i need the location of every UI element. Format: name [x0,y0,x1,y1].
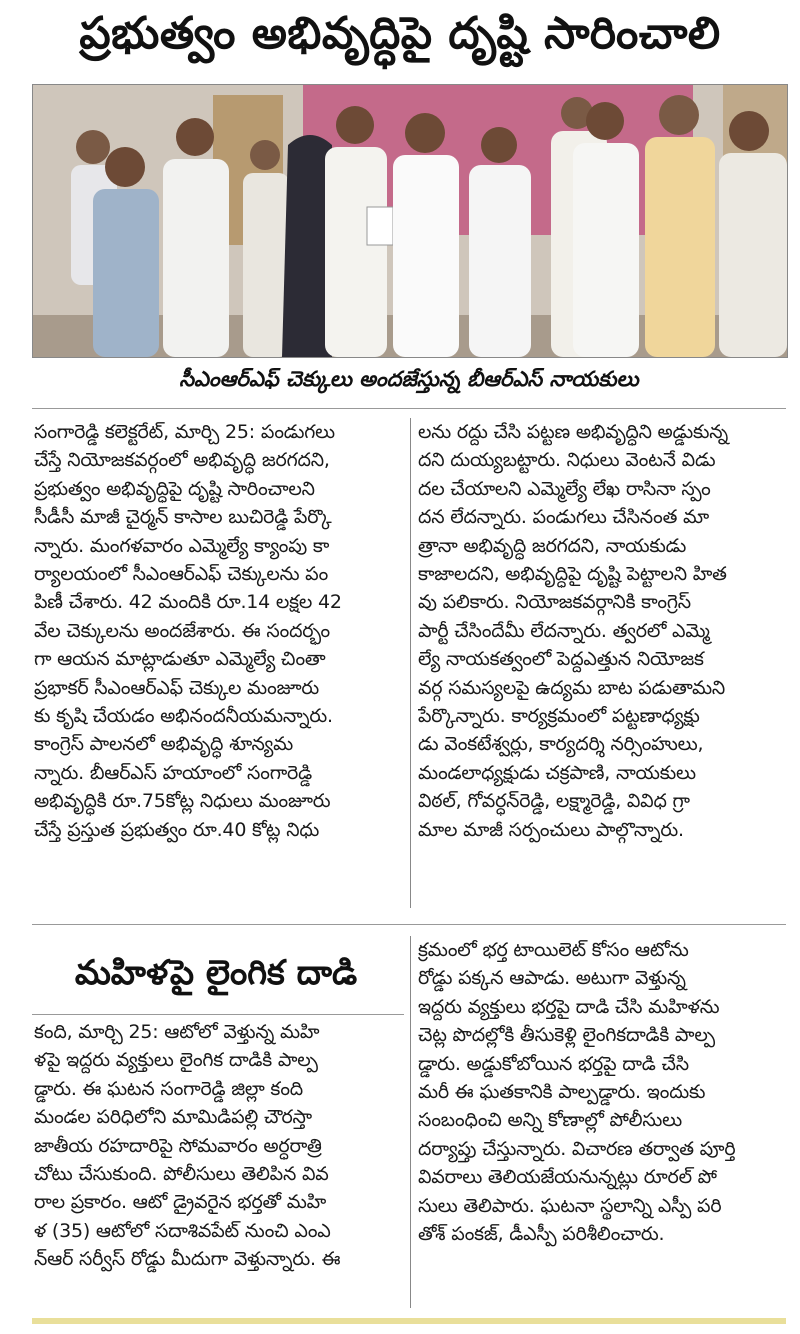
text-line: చేస్తే ప్రస్తుత ప్రభుత్వం రూ.40 కోట్ల నిధు [34,818,320,841]
text-line: న్నారు. బీఆర్ఎస్ హయాంలో సంగారెడ్డి [34,761,312,784]
text-line: గా ఆయన మాట్లాడుతూ ఎమ్మెల్యే చింతా [34,648,326,671]
person-in-burqa [282,135,332,357]
column-divider [410,418,411,908]
text-line: డ్డారు. అడ్డుకోబోయిన భర్తపై దాడి చేసి [418,1052,689,1075]
page-bottom-bar [32,1318,786,1324]
group-photo-illustration [33,85,787,357]
text-line: జాతీయ రహదారిపై సోమవారం అర్ధరాత్రి [34,1134,322,1157]
text-line: కంది, మార్చి 25: ఆటోలో వెళ్తున్న మహి [34,1021,320,1043]
text-line: క్రమంలో భర్త టాయిలెట్ కోసం ఆటోను [418,939,689,961]
text-line: మాల మాజీ సర్పంచులు పాల్గొన్నారు. [418,818,684,841]
headline-underline [32,1014,404,1015]
text-line: ల్యే నాయకత్వంలో పెద్దఎత్తున నియోజక [418,648,704,671]
text-line: వేల చెక్కులను అందజేశారు. ఈ సందర్భం [34,619,330,642]
photo-caption: సీఎంఆర్ఎఫ్ చెక్కులు అందజేస్తున్న బీఆర్ఎస్ నాయకులు [179,367,639,391]
text-line: తోశ్ పంకజ్, డీఎస్పీ పరిశీలించారు. [418,1223,665,1246]
text-line: సీడీసీ మాజీ చైర్మన్ కాసాల బుచిరెడ్డి పేర్కొ [34,506,332,529]
text-line: న్నారు. మంగళవారం ఎమ్మెల్యే క్యాంపు కా [34,534,330,557]
text-line: మండలాధ్యక్షుడు చక్రపాణి, నాయకులు [418,761,696,784]
text-line: లను రద్దు చేసి పట్టణ అభివృద్ధిని అడ్డుకున్న [418,421,729,443]
article1-left-column [34,418,402,848]
text-line: వర్గ సమస్యలపై ఉద్యమ బాట పడుతామని [418,676,726,699]
text-line: వు పలికారు. నియోజకవర్గానికి కాంగ్రెస్ [418,591,691,614]
cheque-document [367,207,393,245]
text-line: ప్రభాకర్ సీఎంఆర్ఎఫ్ చెక్కుల మంజూరు [34,676,319,699]
text-line: చెట్ల పొదల్లోకి తీసుకెళ్లి లైంగికదాడికి పాల్ప [418,1024,715,1047]
people-group [71,95,787,357]
text-line: కాజాలదని, అభివృద్ధిపై దృష్టి పెట్టాలని హిత [418,563,727,586]
text-line: దల చేయాలని ఎమ్మెల్యే లేఖ రాసినా స్పం [418,477,711,500]
text-line: చోటు చేసుకుంది. పోలీసులు తెలిపిన వివ [34,1163,329,1186]
text-line: ప్రభుత్వం అభివృద్ధిపై దృష్టి సారించాలని [34,477,315,500]
text-line: కాంగ్రెస్ పాలనలో అభివృద్ధి శూన్యమ [34,733,293,756]
text-line: సులు తెలిపారు. ఘటనా స్థలాన్ని ఎస్పీ పరి [418,1194,722,1217]
text-line: దర్యాప్తు చేస్తున్నారు. విచారణ తర్వాత పూర్తి [418,1137,736,1160]
article1-headline: ప్రభుత్వం అభివృద్ధిపై దృష్టి సారించాలి [79,8,721,59]
text-line: కు కృషి చేయడం అభినందనీయమన్నారు. [34,705,333,728]
text-line: డు వెంకటేశ్వర్లు, కార్యదర్శి నర్సింహులు, [418,733,704,756]
text-line: త్రానా అభివృద్ధి జరగదని, నాయకుడు [418,534,687,557]
news-photo [32,84,788,358]
article-separator [32,924,786,925]
text-line: ర్యాలయంలో సీఎంఆర్ఎఫ్ చెక్కులను పం [34,563,329,586]
article2-headline: మహిళపై లైంగిక దాడి [74,953,358,993]
text-line: వివరాలు తెలియజేయనున్నట్లు రూరల్ పో [418,1166,717,1189]
text-line: దని దుయ్యబట్టారు. నిధులు వెంటనే విడు [418,449,716,472]
text-line: ళ (35) ఆటోలో సదాశివపేట్ నుంచి ఎంఎ [34,1219,331,1242]
text-line: దన లేదన్నారు. పండుగలు చేసినంత మా [418,506,710,529]
article2-right-column [418,936,786,1256]
text-line: రోడ్డు పక్కన ఆపాడు. అటుగా వెళ్తున్న [418,967,686,990]
text-line: రాల ప్రకారం. ఆటో డ్రైవరైన భర్తతో మహి [34,1191,327,1214]
text-line: ళపై ఇద్దరు వ్యక్తులు లైంగిక దాడికి పాల్ప [34,1049,318,1072]
text-line: డ్డారు. ఈ ఘటన సంగారెడ్డి జిల్లా కంది [34,1077,303,1100]
column-divider-2 [410,936,411,1308]
text-line: చేస్తే నియోజకవర్గంలో అభివృద్ధి జరగదని, [34,449,330,472]
text-line: మరీ ఈ ఘతకానికి పాల్పడ్డారు. ఇందుకు [418,1081,706,1104]
section-divider [32,408,786,409]
text-line: విఠల్, గోవర్ధన్‌రెడ్డి, లక్ష్మారెడ్డి, వివిధ గ్రా [418,790,690,813]
text-line: పిణీ చేశారు. 42 మందికి రూ.14 లక్షల 42 [34,591,342,614]
text-line: సంగారెడ్డి కలెక్టరేట్, మార్చి 25: పండుగలు [34,421,335,443]
text-line: ఇద్దరు వ్యక్తులు భర్తపై దాడి చేసి మహిళను [418,995,720,1018]
article2-left-column [34,1018,402,1278]
text-line: సంబంధించి అన్ని కోణాల్లో పోలీసులు [418,1109,682,1132]
text-line: న్ఆర్ సర్వీస్ రోడ్డు మీదుగా వెళ్తున్నారు. ఈ [34,1248,341,1271]
text-line: మండల పరిధిలోని మామిడిపల్లి చౌరస్తా [34,1106,312,1129]
text-line: పేర్కొన్నారు. కార్యక్రమంలో పట్టణాధ్యక్షు [418,705,700,728]
article1-right-column [418,418,786,848]
text-line: అభివృద్ధికి రూ.75కోట్ల నిధులు మంజూరు [34,790,331,813]
text-line: పార్టీ చేసిందేమీ లేదన్నారు. త్వరలో ఎమ్మె [418,619,710,642]
